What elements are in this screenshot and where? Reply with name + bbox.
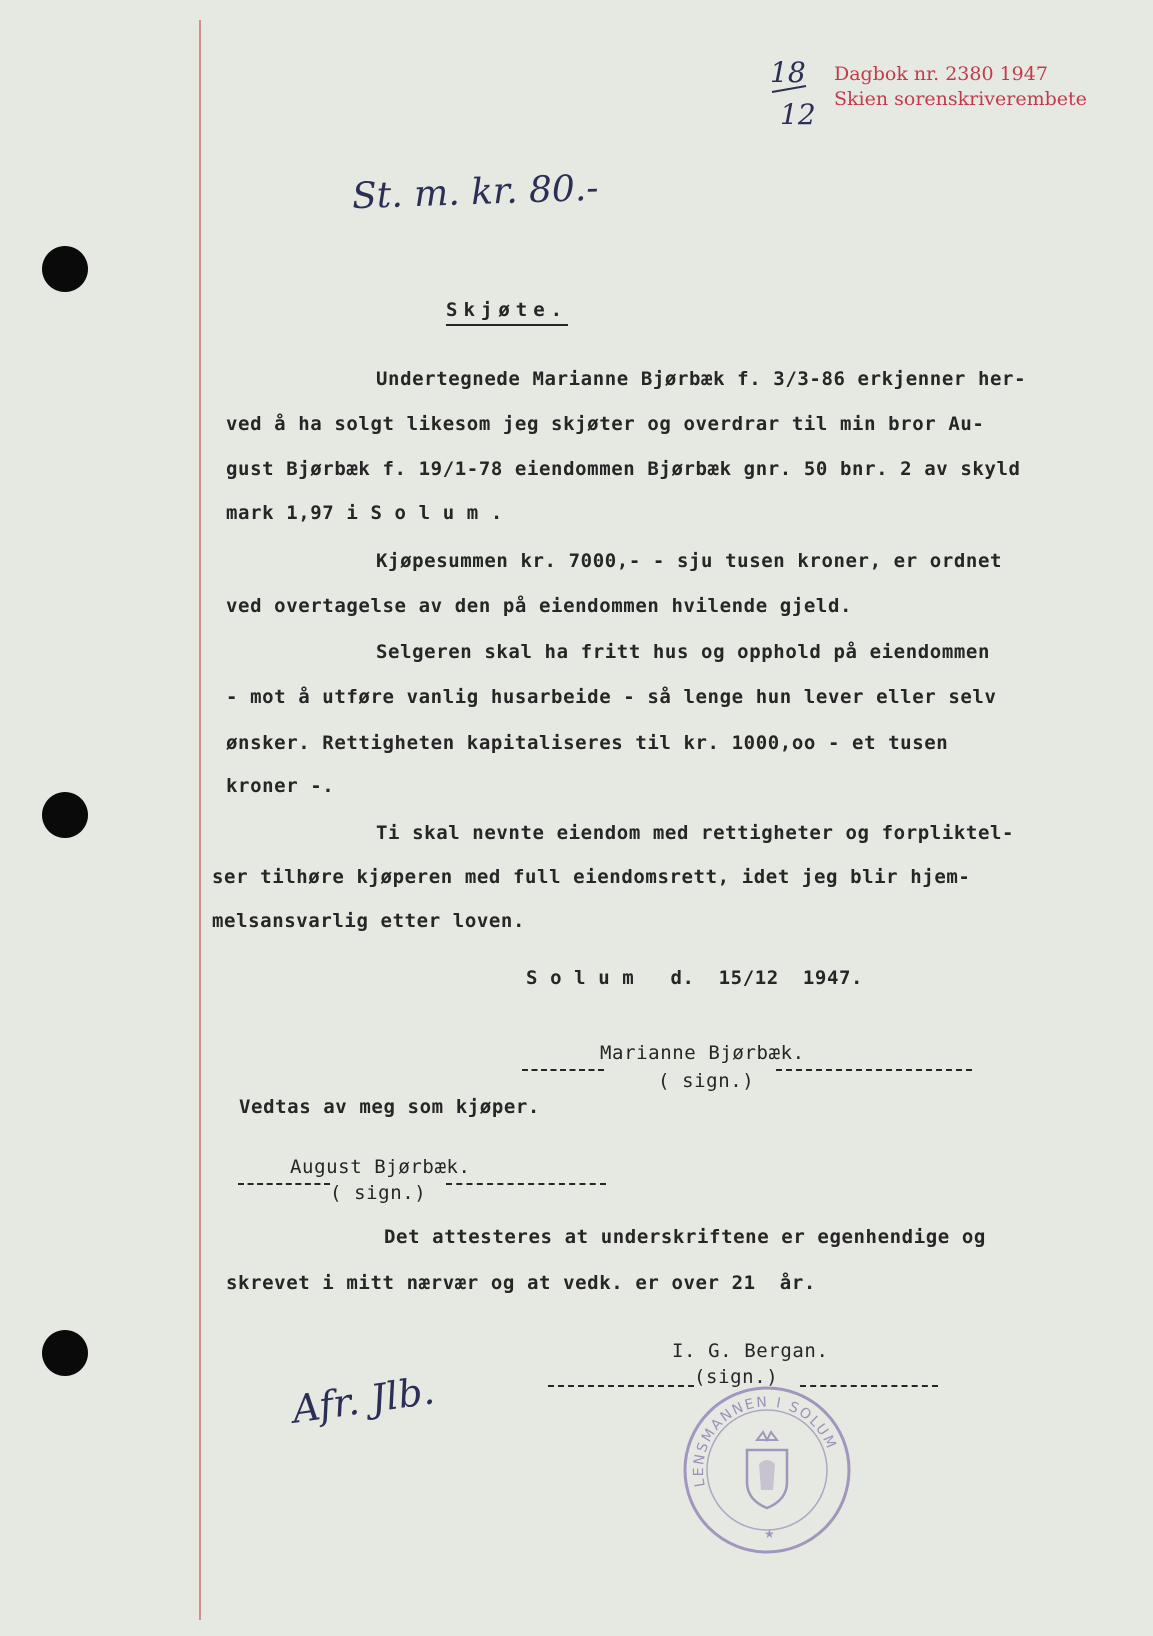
punch-hole-bottom (42, 1330, 88, 1376)
buyer-name: August Bjørbæk. (290, 1156, 471, 1178)
margin-line (199, 20, 201, 1620)
coat-of-arms-icon (747, 1432, 787, 1541)
body-line-8: - mot å utføre vanlig husarbeide - så lenge hun lever eller selv (226, 686, 997, 708)
document-title: Skjøte. (446, 299, 568, 326)
seller-name: Marianne Bjørbæk. (600, 1042, 805, 1064)
buyer-signature-line-left (238, 1183, 330, 1185)
seller-sign-mark: ( sign.) (658, 1070, 755, 1092)
handwritten-fee-note: St. m. kr. 80.- (351, 167, 600, 218)
registry-stamp (834, 62, 1087, 112)
body-line-13: melsansvarlig etter loven. (212, 910, 526, 932)
official-seal (677, 1378, 857, 1558)
punch-hole-middle (42, 792, 88, 838)
seal-text: LENSMANNEN I SOLUM (691, 1394, 840, 1489)
handwritten-copy-note: Afr. Jlb. (289, 1368, 438, 1432)
stamp-line-journal: Dagbok nr. 2380 1947 (834, 63, 1048, 85)
attest-line-1: Det attesteres at underskriftene er egenhendige og (384, 1226, 986, 1248)
body-line-12: ser tilhøre kjøperen med full eiendomsrett, idet jeg blir hjem- (212, 866, 971, 888)
body-line-10: kroner -. (226, 775, 335, 797)
accepted-by-buyer: Vedtas av meg som kjøper. (239, 1096, 540, 1118)
witness-name: I. G. Bergan. (672, 1340, 829, 1362)
punch-hole-top (42, 246, 88, 292)
buyer-signature-line-right (446, 1183, 606, 1185)
buyer-sign-mark: ( sign.) (330, 1182, 427, 1204)
place-date: S o l u m d. 15/12 1947. (526, 967, 864, 989)
body-line-6: ved overtagelse av den på eiendommen hvilende gjeld. (226, 595, 853, 617)
body-line-3: gust Bjørbæk f. 19/1-78 eiendommen Bjørbæk gnr. 50 bnr. 2 av skyld (226, 458, 1021, 480)
svg-text:★: ★ (764, 1527, 775, 1541)
attest-line-2: skrevet i mitt nærvær og at vedk. er over 21 år. (226, 1272, 816, 1294)
date-day: 18 (770, 56, 806, 89)
body-line-5: Kjøpesummen kr. 7000,- - sju tusen kroner, er ordnet (376, 550, 1003, 572)
witness-signature-line-left (548, 1385, 694, 1387)
seller-signature-line-right (776, 1069, 972, 1071)
body-line-4: mark 1,97 i S o l u m . (226, 502, 503, 524)
body-line-1: Undertegnede Marianne Bjørbæk f. 3/3-86 erkjenner her- (376, 368, 1027, 390)
body-line-7: Selgeren skal ha fritt hus og opphold på eiendommen (376, 641, 990, 663)
body-line-11: Ti skal nevnte eiendom med rettigheter og forpliktel- (376, 822, 1015, 844)
seller-signature-line-left (522, 1069, 604, 1071)
date-month: 12 (780, 98, 816, 131)
stamp-line-office: Skien sorenskriverembete (834, 88, 1087, 110)
handwritten-date (766, 52, 826, 132)
body-line-9: ønsker. Rettigheten kapitaliseres til kr. 1000,oo - et tusen (226, 732, 949, 754)
witness-sign-mark: (sign.) (694, 1366, 779, 1388)
body-line-2: ved å ha solgt likesom jeg skjøter og overdrar til min bror Au- (226, 413, 985, 435)
